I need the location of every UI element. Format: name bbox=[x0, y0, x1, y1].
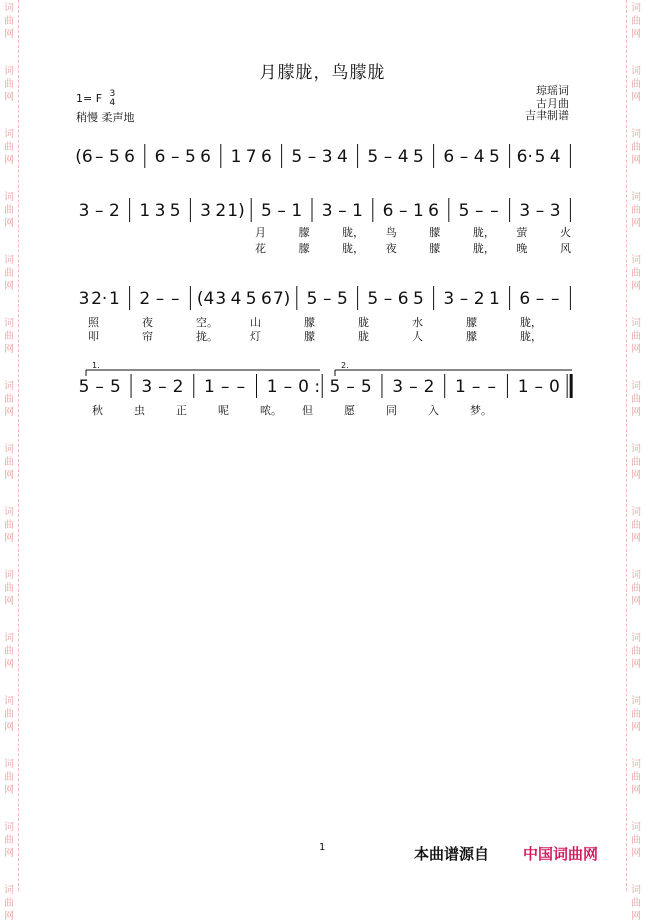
lyric-verse-2: 人 bbox=[412, 330, 423, 343]
ending-2-label: 2. bbox=[341, 361, 349, 370]
watermark-text: 词 曲 网 bbox=[4, 66, 14, 103]
lyric-verse-1: 月 bbox=[255, 226, 266, 239]
note: 5 bbox=[488, 147, 500, 167]
note: 3 bbox=[78, 289, 90, 309]
note: 0 bbox=[549, 377, 560, 397]
watermark-text: 词 曲 网 bbox=[631, 444, 641, 481]
lyric-verse-1: 朦 bbox=[298, 226, 310, 239]
lyric-verse-1: 胧， bbox=[520, 316, 542, 329]
note: – bbox=[550, 289, 560, 309]
lyric-verse-2: 朦 bbox=[304, 330, 315, 343]
note: 6 bbox=[200, 147, 212, 167]
watermark-text: 词 曲 网 bbox=[4, 381, 14, 418]
watermark-text: 词 曲 网 bbox=[4, 822, 14, 859]
note: 2 bbox=[139, 289, 151, 309]
watermark-text: 词 曲 网 bbox=[631, 759, 641, 796]
lyric-verse-1: 秋 bbox=[92, 404, 103, 417]
note: 3 bbox=[154, 201, 166, 221]
note: 5 bbox=[108, 147, 120, 167]
note: 3 bbox=[141, 377, 153, 397]
note: 3 bbox=[549, 201, 561, 221]
watermark-text: 词 曲 网 bbox=[631, 381, 641, 418]
note: 5 bbox=[291, 147, 303, 167]
note: 5 bbox=[360, 377, 372, 397]
lyric-verse-2: 胧， bbox=[520, 330, 542, 343]
note: 2 bbox=[215, 201, 227, 221]
watermark-text: 词 曲 网 bbox=[631, 633, 641, 670]
note: 3 bbox=[200, 201, 212, 221]
note: 1 bbox=[204, 377, 215, 397]
note: 6 bbox=[260, 289, 272, 309]
lyric-verse-2: 夜 bbox=[385, 242, 397, 255]
lyric-verse-1: 萤 bbox=[516, 226, 528, 239]
song-title: 月朦胧，鸟朦胧 bbox=[259, 63, 386, 83]
watermark-text: 词 曲 网 bbox=[4, 129, 14, 166]
note: 1 bbox=[454, 377, 466, 397]
lyric-verse-1: 虫 bbox=[134, 404, 145, 417]
note: 2· bbox=[91, 289, 108, 309]
lyric-verse-1: 呢 bbox=[218, 404, 229, 417]
watermark-text: 词 曲 网 bbox=[4, 696, 14, 733]
note: 1 bbox=[108, 289, 120, 309]
note: (4 bbox=[196, 289, 215, 309]
note: 1 bbox=[488, 289, 500, 309]
note: 4 bbox=[473, 147, 485, 167]
note: 5 bbox=[184, 147, 196, 167]
lyric-verse-1: 朦 bbox=[304, 316, 315, 329]
note: 1 bbox=[230, 147, 242, 167]
lyric-verse-2: 帘 bbox=[142, 330, 153, 343]
note: 3 bbox=[392, 377, 404, 397]
note: 2 bbox=[108, 201, 120, 221]
lyric-verse-1: 哝。 bbox=[260, 404, 282, 417]
note: 2 bbox=[172, 377, 184, 397]
watermark-text: 词 曲 网 bbox=[631, 822, 641, 859]
note: 1 bbox=[139, 201, 151, 221]
tempo-marking: 稍慢 柔声地 bbox=[76, 111, 135, 124]
lyric-verse-2: 胧， bbox=[342, 242, 365, 255]
watermark-text: 词 曲 网 bbox=[631, 129, 641, 166]
note: 1 bbox=[266, 377, 278, 397]
lyric-verse-1: 但 bbox=[302, 404, 313, 417]
note: – bbox=[409, 377, 418, 397]
watermark-text: 词 曲 网 bbox=[631, 507, 641, 544]
note: – bbox=[535, 289, 545, 309]
note: 4 bbox=[549, 147, 561, 167]
footer-site-link[interactable]: 中国词曲网 bbox=[523, 845, 599, 863]
note: 5 bbox=[78, 377, 90, 397]
note: 4 bbox=[397, 147, 409, 167]
composer-credit: 古月曲 bbox=[536, 96, 569, 110]
lyric-verse-1: 夜 bbox=[142, 316, 153, 329]
note: – bbox=[346, 377, 355, 397]
note: 5 bbox=[458, 201, 470, 221]
lyric-verse-1: 鸟 bbox=[385, 226, 397, 239]
watermark-text: 词 曲 网 bbox=[4, 570, 14, 607]
watermark-text: 词 曲 网 bbox=[4, 759, 14, 796]
time-bottom: 4 bbox=[109, 98, 116, 108]
note: 5 bbox=[245, 289, 257, 309]
note: – bbox=[170, 147, 180, 167]
watermark-text: 词 曲 网 bbox=[4, 885, 14, 922]
note: 5 bbox=[412, 289, 424, 309]
note: 5 bbox=[306, 289, 318, 309]
note: 5 bbox=[169, 201, 181, 221]
key-label: 1= F bbox=[76, 92, 103, 105]
note: (6 bbox=[75, 147, 93, 167]
note: 5 bbox=[412, 147, 424, 167]
note: – bbox=[383, 147, 393, 167]
lyric-verse-2: 胧， bbox=[472, 242, 495, 255]
watermark-text: 词 曲 网 bbox=[631, 66, 641, 103]
lyric-verse-2: 风 bbox=[560, 242, 571, 255]
transcriber-credit: 吉聿制谱 bbox=[525, 109, 569, 122]
note: 5 bbox=[367, 147, 379, 167]
note: 7 bbox=[245, 147, 257, 167]
watermark-text: 词 曲 网 bbox=[631, 885, 641, 922]
lyric-verse-1: 入 bbox=[428, 404, 439, 417]
page-number: 1 bbox=[319, 842, 326, 853]
time-top: 3 bbox=[109, 89, 116, 99]
watermark-text: 词 曲 网 bbox=[4, 192, 14, 229]
lyric-verse-2: 朦 bbox=[298, 242, 310, 255]
note: 5 bbox=[109, 377, 121, 397]
lyric-verse-2: 灯 bbox=[250, 330, 261, 343]
lyric-verse-1: 同 bbox=[386, 404, 397, 417]
lyric-verse-1: 朦 bbox=[429, 226, 441, 239]
note: – bbox=[158, 377, 167, 397]
note: 1 bbox=[291, 201, 303, 221]
note: 4 bbox=[230, 289, 242, 309]
note: – bbox=[94, 147, 104, 167]
note: 1 bbox=[412, 201, 424, 221]
note: 6 bbox=[382, 201, 394, 221]
lyric-verse-1: 胧， bbox=[472, 226, 495, 239]
lyric-verse-1: 朦 bbox=[466, 316, 477, 329]
lyric-verse-1: 空。 bbox=[196, 316, 218, 329]
watermark-text: 词 曲 网 bbox=[4, 318, 14, 355]
note: – bbox=[220, 377, 230, 397]
note: – bbox=[307, 147, 317, 167]
note: 3 bbox=[321, 147, 333, 167]
note: 3 bbox=[321, 201, 333, 221]
note: – bbox=[474, 201, 484, 221]
lyric-verse-1: 正 bbox=[176, 404, 187, 417]
note: – bbox=[459, 289, 469, 309]
note: 6 bbox=[443, 147, 455, 167]
note: 6 bbox=[154, 147, 166, 167]
note: – bbox=[155, 289, 165, 309]
note: – bbox=[535, 201, 545, 221]
note: 7) bbox=[272, 289, 291, 309]
note: 5 bbox=[336, 289, 348, 309]
lyric-verse-2: 叩 bbox=[88, 330, 99, 343]
note: 5 bbox=[367, 289, 379, 309]
watermark-text: 词 曲 网 bbox=[4, 633, 14, 670]
footer-source-text: 本曲谱源自 bbox=[414, 845, 490, 863]
watermark-text: 词 曲 网 bbox=[631, 3, 641, 40]
note: 3 bbox=[215, 289, 227, 309]
lyric-verse-1: 照 bbox=[88, 316, 99, 329]
note: 3 bbox=[443, 289, 455, 309]
note: – bbox=[283, 377, 293, 397]
ending-1-label: 1. bbox=[92, 361, 100, 370]
note: – bbox=[95, 377, 104, 397]
note: 3 bbox=[519, 201, 531, 221]
note: – bbox=[236, 377, 246, 397]
note: – bbox=[383, 289, 393, 309]
note: – bbox=[338, 201, 347, 221]
note: 3 bbox=[78, 201, 90, 221]
repeat-dots: : bbox=[314, 377, 321, 397]
lyric-verse-1: 火 bbox=[560, 226, 571, 239]
lyricist-credit: 琼瑶词 bbox=[536, 84, 569, 97]
note: 6 bbox=[260, 147, 272, 167]
watermark-text: 词 曲 网 bbox=[4, 3, 14, 40]
note: 0 bbox=[298, 377, 309, 397]
note: 5 bbox=[534, 147, 546, 167]
watermark-text: 词 曲 网 bbox=[631, 696, 641, 733]
lyric-verse-2: 胧 bbox=[358, 330, 369, 343]
lyric-verse-1: 胧， bbox=[342, 226, 365, 239]
lyric-verse-2: 花 bbox=[255, 242, 266, 255]
note: 2 bbox=[473, 289, 485, 309]
note: – bbox=[322, 289, 332, 309]
note: – bbox=[534, 377, 544, 397]
watermark-text: 词 曲 网 bbox=[4, 444, 14, 481]
note: – bbox=[490, 201, 499, 221]
lyric-verse-2: 朦 bbox=[466, 330, 477, 343]
watermark-text: 词 曲 网 bbox=[631, 570, 641, 607]
note: – bbox=[277, 201, 286, 221]
note: 6 bbox=[397, 289, 409, 309]
watermark-text: 词 曲 网 bbox=[4, 507, 14, 544]
note: 6· bbox=[516, 147, 533, 167]
note: 6 bbox=[519, 289, 531, 309]
note: – bbox=[459, 147, 469, 167]
lyric-verse-1: 水 bbox=[412, 316, 423, 329]
note: 5 bbox=[329, 377, 341, 397]
lyric-verse-1: 梦。 bbox=[470, 404, 492, 417]
note: – bbox=[94, 201, 104, 221]
note: 6 bbox=[428, 201, 440, 221]
note: 2 bbox=[423, 377, 435, 397]
note: 6 bbox=[124, 147, 136, 167]
note: 4 bbox=[336, 147, 348, 167]
note: – bbox=[170, 289, 180, 309]
note: – bbox=[471, 377, 481, 397]
note: – bbox=[487, 377, 496, 397]
watermark-text: 词 曲 网 bbox=[631, 255, 641, 292]
lyric-verse-2: 晚 bbox=[516, 242, 528, 255]
lyric-verse-2: 拢。 bbox=[196, 330, 218, 343]
note: 1) bbox=[227, 201, 245, 221]
note: 5 bbox=[260, 201, 272, 221]
note: 1 bbox=[352, 201, 364, 221]
watermark-text: 词 曲 网 bbox=[631, 318, 641, 355]
lyric-verse-1: 愿 bbox=[344, 404, 355, 417]
lyric-verse-1: 山 bbox=[250, 316, 261, 329]
note: 1 bbox=[517, 377, 529, 397]
lyric-verse-1: 胧 bbox=[358, 316, 369, 329]
score bbox=[75, 144, 572, 417]
lyric-verse-2: 朦 bbox=[429, 242, 441, 255]
watermark-text: 词 曲 网 bbox=[4, 255, 14, 292]
note: – bbox=[398, 201, 408, 221]
watermark-text: 词 曲 网 bbox=[631, 192, 641, 229]
